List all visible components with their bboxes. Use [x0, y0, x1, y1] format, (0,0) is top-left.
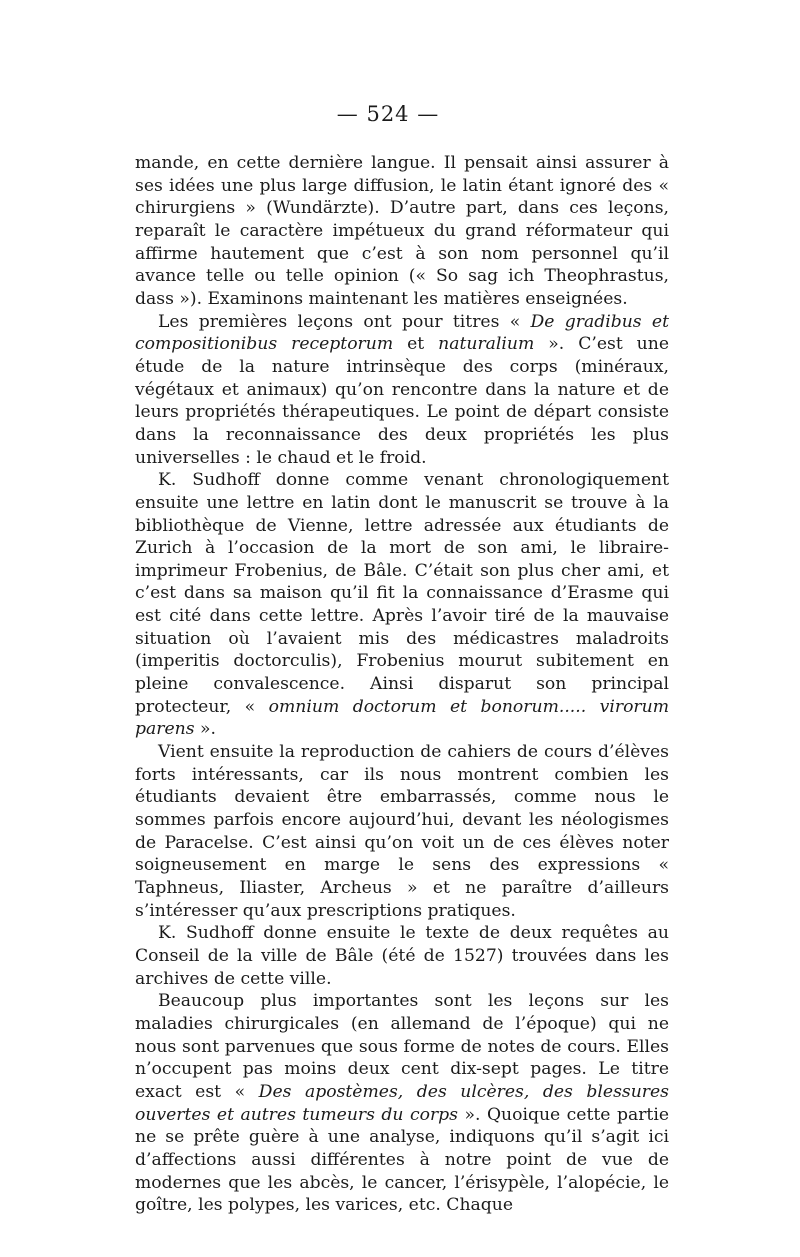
- text-run: Vient ensuite la reproduction de cahiers de cours d’élèves forts intéressants, car ils nous montrent combien les étudiants devaient être embarrassés, comme nous le sommes parfois encore aujourd’hui, devant les néologismes de Paracelse. C’est ainsi qu’on voit un de ces élèves noter soigneusement en marge le sens des expressions « Taphneus, Iliaster, Archeus » et ne paraître d’ailleurs s’intéresser qu’aux prescriptions pratiques.: [135, 742, 669, 921]
- paragraph: [135, 741, 669, 922]
- page-number: — 524 —: [336, 102, 440, 126]
- text-run: mande, en cette dernière langue. Il pensait ainsi assurer à ses idées une plus large diffusion, le latin étant ignoré des « chirurgiens » (Wundärzte). D’autre part, dans ces leçons, reparaît le caractère impétueux du grand réformateur qui affirme hautement que c’est à son nom personnel qu’il avance telle ou telle opinion (« So sag ich Theophrastus, dass »). Examinons maintenant les matières enseignées.: [135, 153, 669, 309]
- paragraph: [135, 922, 669, 990]
- italic-text-run: omnium doctorum et bonorum..... virorum parens: [135, 696, 669, 740]
- text-run: K. Sudhoff donne comme venant chronologiquement ensuite une lettre en latin dont le manuscrit se trouve à la bibliothèque de Vienne, lettre adressée aux étudiants de Zurich à l’occasion de la mort de son ami, le libraire-imprimeur Frobenius, de Bâle. C’était son plus cher ami, et c’est dans sa maison qu’il fit la connaissance d’Erasme qui est cité dans cette lettre. Après l’avoir tiré de la mauvaise situation où l’avaient mis des médicastres maladroits (imperitis doctorculis), Frobenius mourut subitement en pleine convalescence. Ainsi disparut son principal protecteur, «: [135, 470, 669, 717]
- paragraph: [135, 311, 669, 470]
- text-run: ». Quoique cette partie ne se prête guère à une analyse, indiquons qu’il s’agit ici d’affections aussi différentes à notre point de vue de modernes que les abcès, le cancer, l’érisypèle, l’alopécie, le goître, les polypes, les varices, etc. Chaque: [135, 1104, 669, 1216]
- italic-text-run: De gradibus et compositionibus receptorum: [135, 311, 669, 355]
- text-run: Les premières leçons ont pour titres «: [158, 311, 531, 332]
- text-run: et: [393, 334, 439, 355]
- text-run: K. Sudhoff donne ensuite le texte de deux requêtes au Conseil de la ville de Bâle (été de 1527) trouvées dans les archives de cette ville.: [135, 923, 669, 989]
- paragraph: [135, 469, 669, 741]
- paragraph: [135, 152, 669, 311]
- text-run: ».: [194, 719, 216, 740]
- text-run: Beaucoup plus importantes sont les leçons sur les maladies chirurgicales (en allemand de l’époque) qui ne nous sont parvenues que sous forme de notes de cours. Elles n’occupent pas moins deux cent dix-sept pages. Le titre exact est «: [135, 991, 669, 1102]
- italic-text-run: naturalium: [438, 334, 535, 355]
- body-text: [135, 152, 669, 1217]
- text-run: ». C’est une étude de la nature intrinsèque des corps (minéraux, végétaux et animaux) qu’on rencontre dans la nature et de leurs propriétés thérapeutiques. Le point de départ consiste dans la reconnaissance des deux propriétés les plus universelles : le chaud et le froid.: [135, 334, 669, 468]
- paragraph: [135, 990, 669, 1217]
- italic-text-run: Des apostèmes, des ulcères, des blessures ouvertes et autres tumeurs du corps: [135, 1081, 669, 1125]
